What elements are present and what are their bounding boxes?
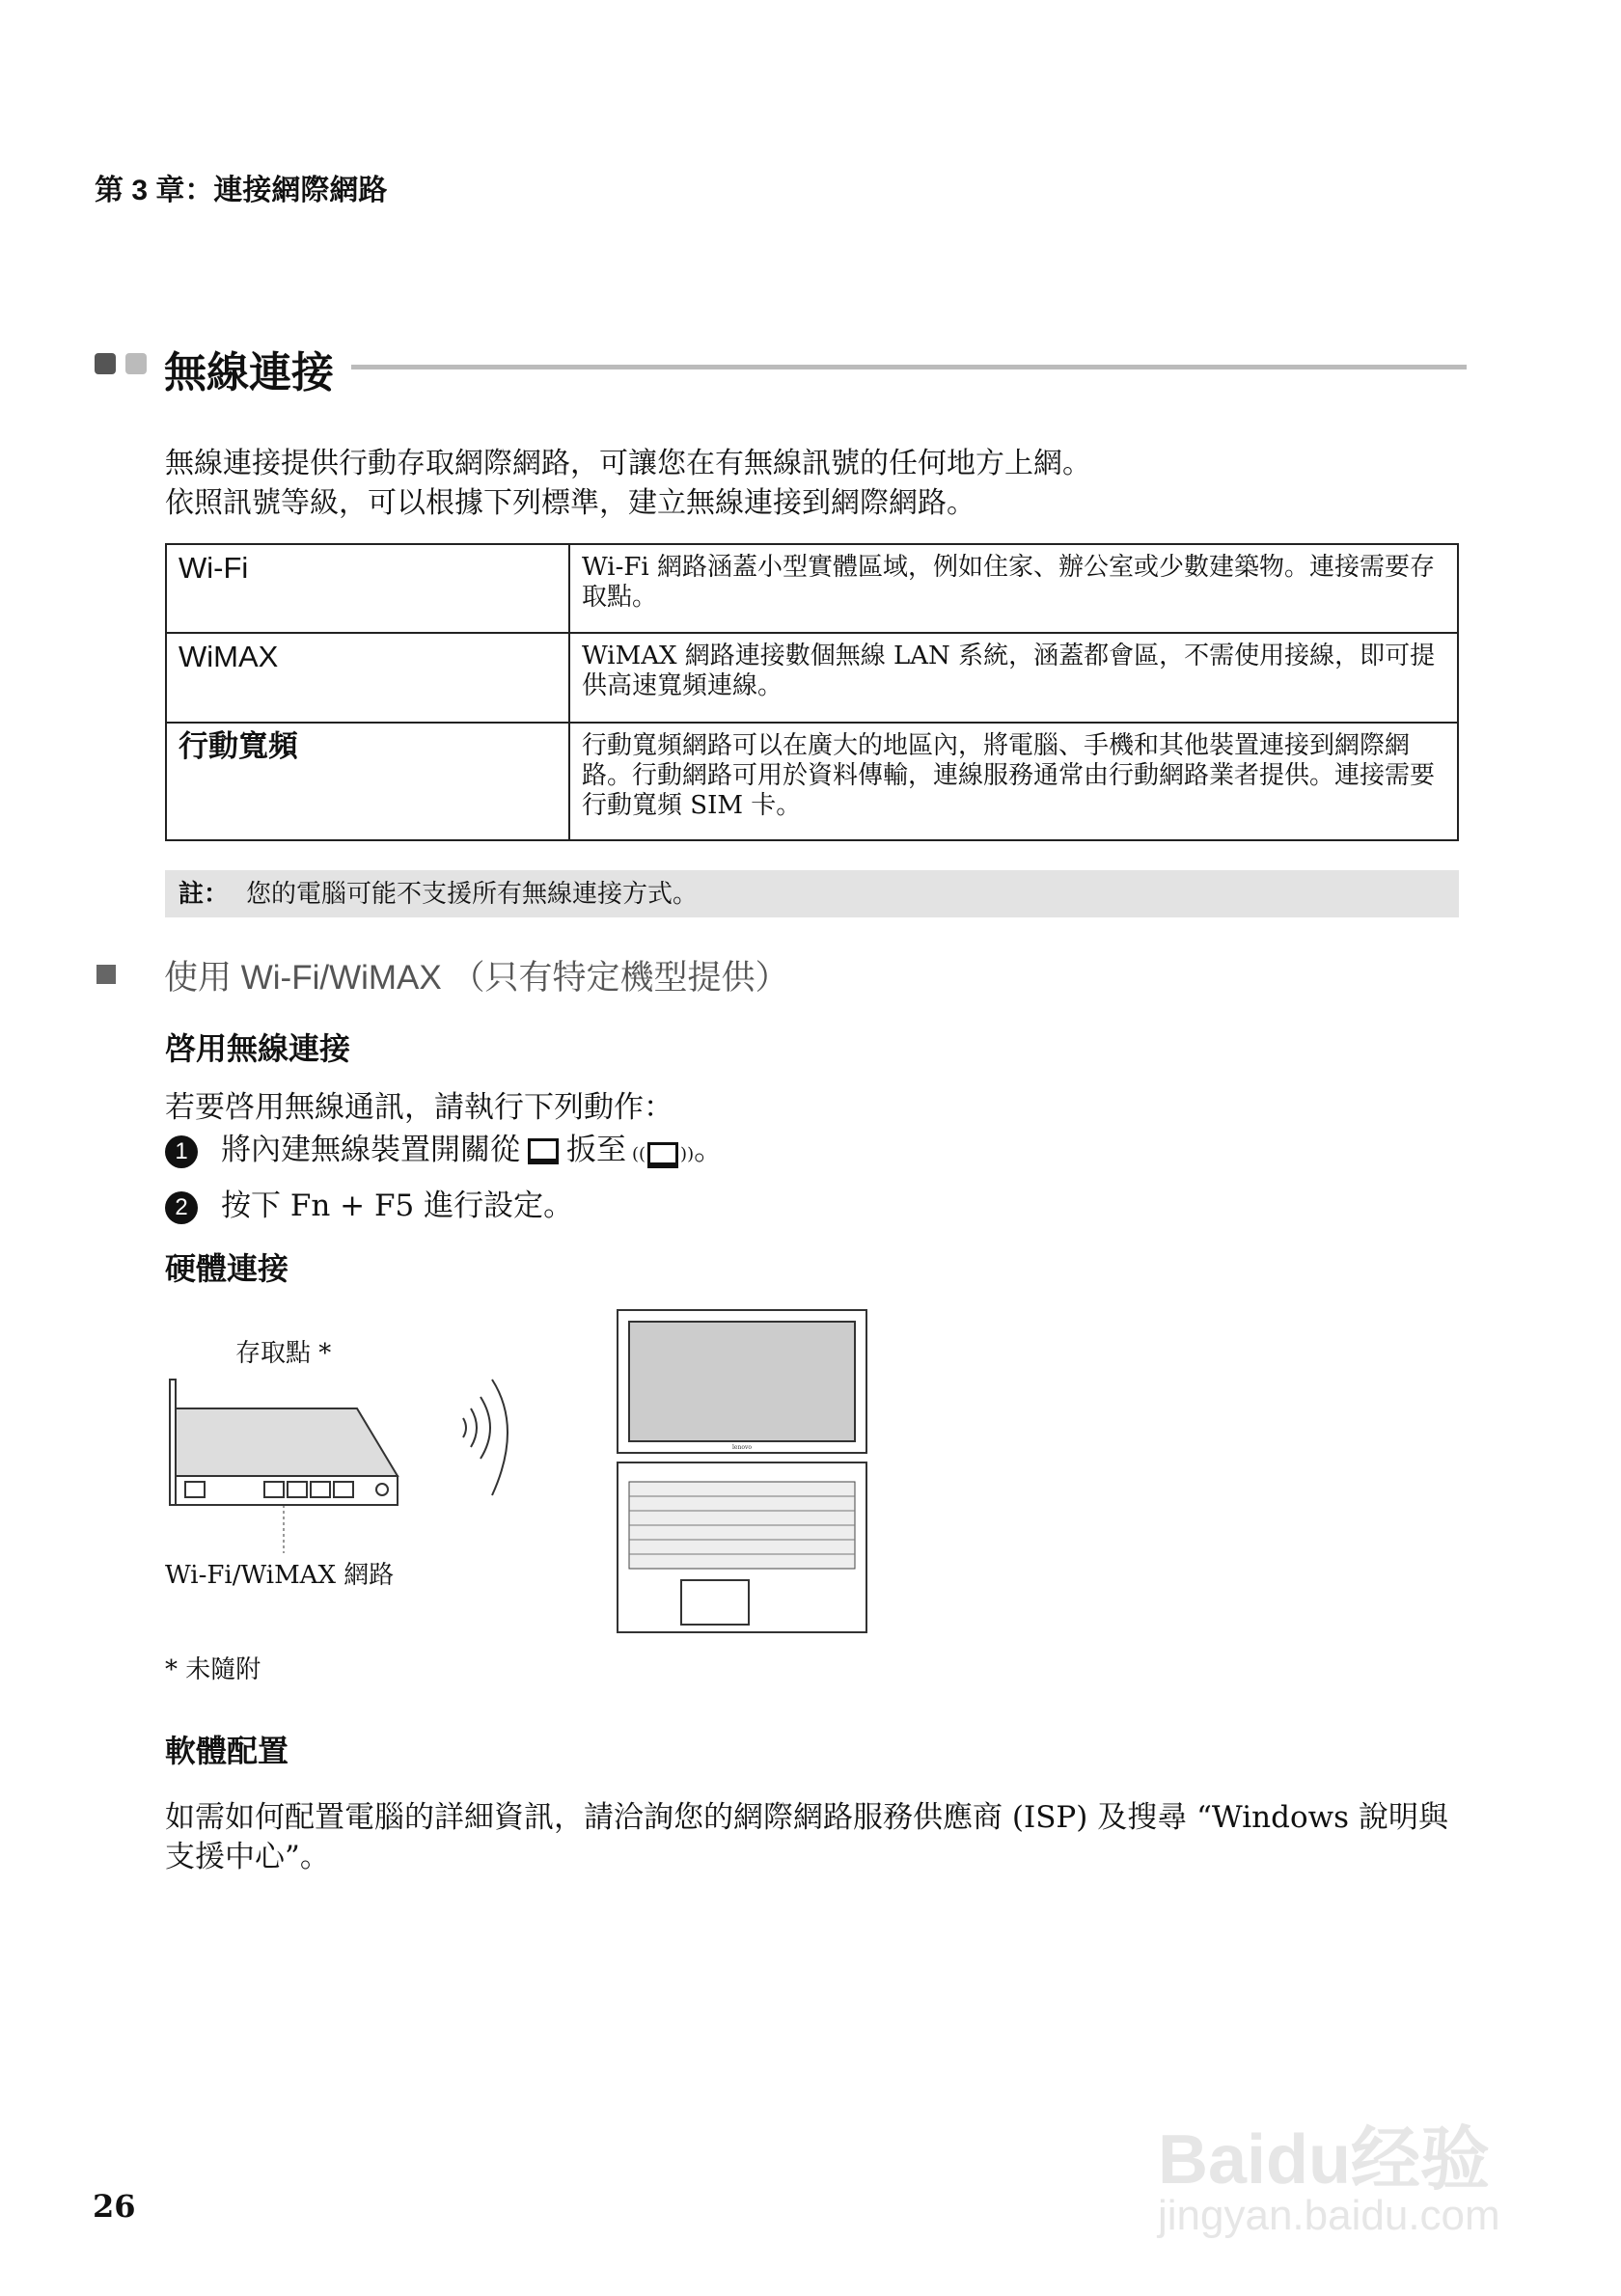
table-row: [166, 723, 1458, 840]
step-text: 扳至: [566, 1133, 626, 1167]
router-illustration: [164, 1370, 569, 1553]
enable-heading: 啓用無線連接: [165, 1031, 351, 1066]
note-label: 註：: [179, 879, 230, 908]
enable-lead: 若要啓用無線通訊，請執行下列動作：: [165, 1090, 673, 1125]
intro-line: 無線連接提供行動存取網際網路，可讓您在有無線訊號的任何地方上網。: [165, 447, 1091, 480]
svg-text:lenovo: lenovo: [732, 1444, 752, 1451]
type-name: WiMAX: [166, 633, 569, 723]
step-number: 1: [165, 1135, 198, 1168]
wireless-on-icon: (( )): [632, 1144, 694, 1164]
type-desc: 行動寬頻網路可以在廣大的地區內，將電腦、手機和其他裝置連接到網際網路。行動網路可用於資料傳輸，連線服務通常由行動網路業者提供。連接需要行動寬頻 SIM 卡。: [569, 723, 1458, 840]
step-2: [165, 1181, 573, 1224]
step-text: 按下 Fn + F5 進行設定。: [221, 1189, 574, 1223]
watermark-url: jingyan.baidu.com: [1158, 2192, 1500, 2239]
footnote: * 未隨附: [165, 1655, 261, 1684]
intro-line: 依照訊號等級，可以根據下列標準，建立無線連接到網際網路。: [165, 486, 975, 520]
step-text: 。: [694, 1133, 725, 1167]
chapter-header: 第 3 章：連接網際網路: [95, 175, 388, 206]
software-text: 支援中心”。: [165, 1840, 330, 1874]
connection-types-table: [165, 543, 1459, 841]
software-text: 如需如何配置電腦的詳細資訊，請洽詢您的網際網路服務供應商 (ISP) 及搜尋 “Windows 說明與: [165, 1800, 1448, 1835]
network-label: Wi-Fi/WiMAX 網路: [165, 1561, 395, 1590]
software-heading: 軟體配置: [165, 1734, 289, 1768]
type-desc: Wi-Fi 網路涵蓋小型實體區域，例如住家、辦公室或少數建築物。連接需要存取點。: [569, 544, 1458, 633]
section-rule: [351, 365, 1467, 369]
section-title: 無線連接: [164, 349, 334, 396]
baidu-watermark: Baidu经验: [1158, 2121, 1491, 2199]
hardware-heading: 硬體連接: [165, 1251, 289, 1286]
subsection-title: 使用 Wi-Fi/WiMAX （只有特定機型提供）: [164, 959, 789, 997]
page-number: 26: [93, 2188, 136, 2225]
type-name: 行動寬頻: [166, 723, 569, 840]
section-marker-icon: [125, 353, 147, 374]
section-marker-icon: [95, 353, 116, 374]
step-1: [165, 1125, 724, 1168]
table-row: [166, 544, 1458, 633]
step-number: 2: [165, 1191, 198, 1224]
type-desc: WiMAX 網路連接數個無線 LAN 系統，涵蓋都會區，不需使用接線，即可提供高速寬頻連線。: [569, 633, 1458, 723]
wireless-waves-icon: [463, 1380, 508, 1495]
laptop-illustration: [616, 1308, 868, 1634]
table-row: [166, 633, 1458, 723]
type-name: Wi-Fi: [166, 544, 569, 633]
access-point-label: 存取點 *: [235, 1339, 332, 1368]
note-text: 您的電腦可能不支援所有無線連接方式。: [246, 880, 699, 909]
step-text: 將內建無線裝置開關從: [221, 1133, 520, 1167]
note-box: [165, 870, 1459, 917]
bullet-square-icon: [96, 965, 116, 984]
laptop-off-icon: [528, 1138, 559, 1164]
